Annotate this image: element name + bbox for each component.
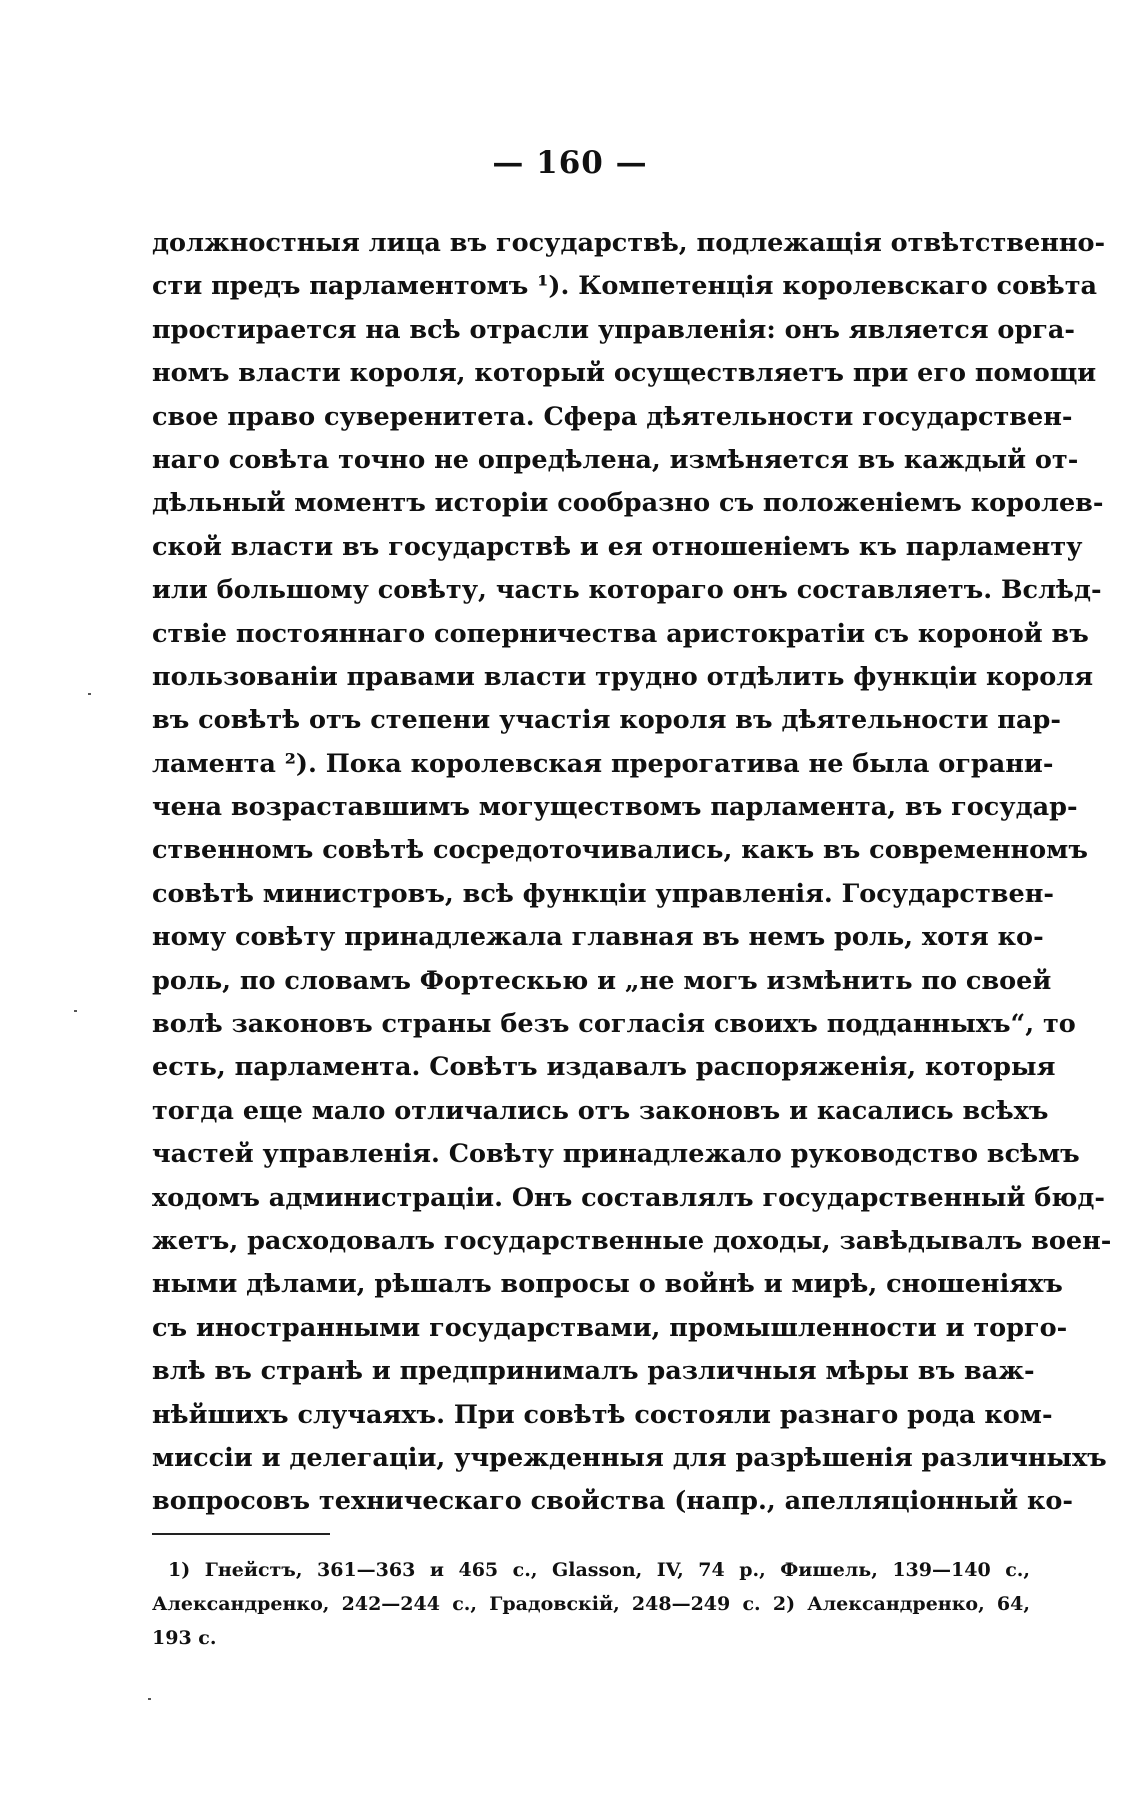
text-line: свое право суверенитета. Сфера дѣятельности государствен- xyxy=(152,401,1073,432)
text-line: въ совѣтѣ отъ степени участія короля въ дѣятельности пар- xyxy=(152,705,1061,736)
text-line: пользованіи правами власти трудно отдѣлить функціи короля xyxy=(152,661,1094,692)
text-line: частей управленія. Совѣту принадлежало руководство всѣмъ xyxy=(152,1139,1080,1170)
text-line: сти предъ парламентомъ ¹). Компетенція королевскаго совѣта xyxy=(152,271,1098,302)
scan-speck xyxy=(74,1010,77,1012)
text-line: простирается на всѣ отрасли управленія: онъ является орга- xyxy=(152,314,1076,345)
text-line: роль, по словамъ Фортескью и „не могъ измѣнить по своей xyxy=(152,965,1052,996)
footnote-line: 193 с. xyxy=(152,1627,217,1649)
text-line: тогда еще мало отличались отъ законовъ и касались всѣхъ xyxy=(152,1095,1049,1126)
page-number: — 160 — xyxy=(492,145,648,181)
text-line: наго совѣта точно не опредѣлена, измѣняется въ каждый от- xyxy=(152,444,1079,475)
text-line: должностныя лица въ государствѣ, подлежащія отвѣтственно- xyxy=(152,228,1106,258)
footnotes xyxy=(152,1553,1030,1655)
footnote-line: 1) Гнейстъ, 361—363 и 465 с., Glasson, IV, 74 р., Фишель, 139—140 с., xyxy=(168,1559,1030,1581)
scan-speck xyxy=(148,1698,151,1700)
text-line: миссіи и делегаціи, учрежденныя для разрѣшенія различныхъ xyxy=(152,1442,1107,1473)
text-line: дѣльный моментъ исторіи сообразно съ положеніемъ королев- xyxy=(152,488,1104,519)
text-line: волѣ законовъ страны безъ согласія своихъ подданныхъ“, то xyxy=(152,1009,1076,1040)
footnote-line: Александренко, 242—244 с., Градовскій, 248—249 с. 2) Александренко, 64, xyxy=(152,1593,1030,1615)
text-line: ской власти въ государствѣ и ея отношеніемъ къ парламенту xyxy=(152,531,1083,562)
text-line: номъ власти короля, который осуществляетъ при его помощи xyxy=(152,358,1097,389)
text-line: ному совѣту принадлежала главная въ немъ роль, хотя ко- xyxy=(152,922,1044,953)
text-line: ными дѣлами, рѣшалъ вопросы о войнѣ и мирѣ, сношеніяхъ xyxy=(152,1269,1063,1300)
text-line: или большому совѣту, часть котораго онъ составляетъ. Вслѣд- xyxy=(152,575,1102,606)
text-line: есть, парламента. Совѣтъ издавалъ распоряженія, которыя xyxy=(152,1052,1056,1083)
text-line: нѣйшихъ случаяхъ. При совѣтѣ состояли разнаго рода ком- xyxy=(152,1399,1053,1430)
text-line: ходомъ администраціи. Онъ составлялъ государственный бюд- xyxy=(152,1182,1106,1213)
body-text xyxy=(152,222,1112,1524)
scan-speck xyxy=(88,693,91,695)
text-line: влѣ въ странѣ и предпринималъ различныя мѣры въ важ- xyxy=(152,1356,1035,1387)
text-line: ственномъ совѣтѣ сосредоточивались, какъ въ современномъ xyxy=(152,835,1088,866)
text-line: вопросовъ техническаго свойства (напр., апелляціонный ко- xyxy=(152,1486,1074,1517)
text-line: съ иностранными государствами, промышленности и торго- xyxy=(152,1312,1068,1343)
text-line: ствіе постояннаго соперничества аристократіи съ короной въ xyxy=(152,618,1089,649)
text-line: жетъ, расходовалъ государственные доходы, завѣдывалъ воен- xyxy=(152,1225,1112,1256)
footnote-divider xyxy=(152,1533,330,1535)
text-line: совѣтѣ министровъ, всѣ функціи управленія. Государствен- xyxy=(152,878,1054,909)
text-line: ламента ²). Пока королевская прерогатива не была ограни- xyxy=(152,748,1054,779)
text-line: чена возраставшимъ могуществомъ парламента, въ государ- xyxy=(152,792,1078,823)
